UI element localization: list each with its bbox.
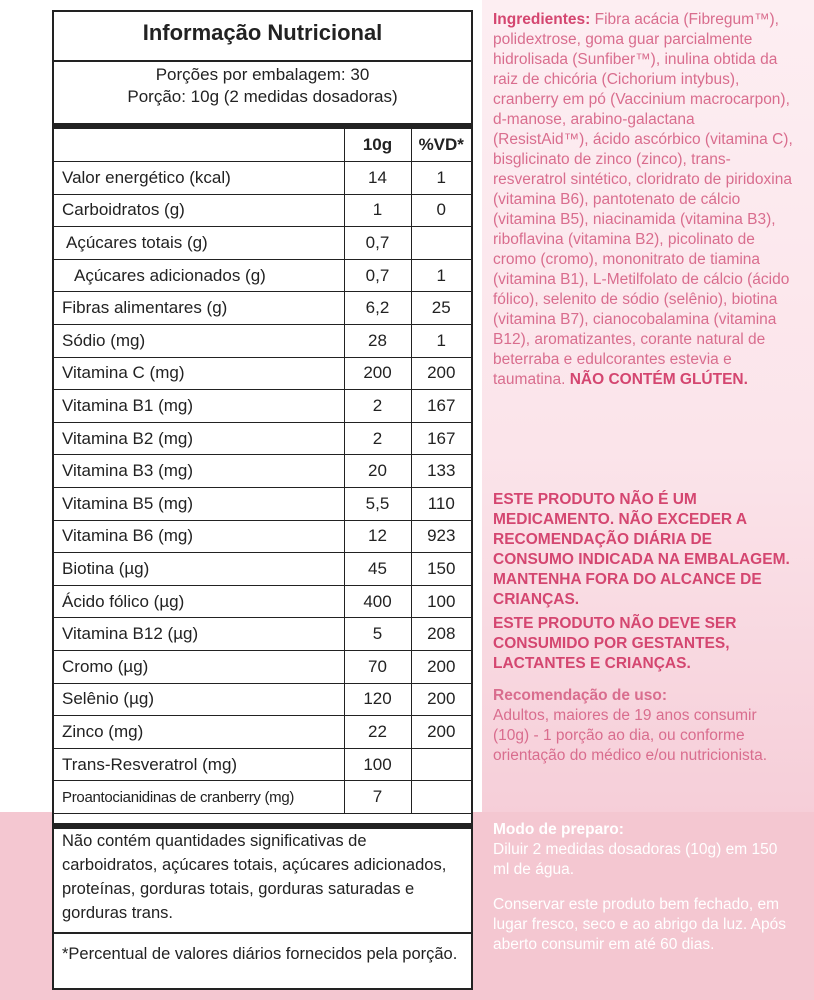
nutrient-quantity: 70 [344, 651, 411, 684]
nutrient-quantity: 5 [344, 618, 411, 651]
nutrient-name: Vitamina B3 (mg) [54, 455, 344, 488]
nutrient-name: Vitamina B1 (mg) [54, 390, 344, 423]
nutrient-name: Vitamina B12 (µg) [54, 618, 344, 651]
nutrient-daily-value: 110 [411, 488, 471, 521]
nutrient-daily-value [411, 748, 471, 781]
table-row [54, 520, 471, 553]
groups-warning: ESTE PRODUTO NÃO DEVE SER CONSUMIDO POR GESTANTES, LACTANTES E CRIANÇAS. [493, 615, 737, 672]
header-quantity: 10g [344, 129, 411, 162]
nutrient-daily-value: 25 [411, 292, 471, 325]
nutrient-quantity: 6,2 [344, 292, 411, 325]
nutrient-quantity: 14 [344, 162, 411, 195]
nutrient-name: Vitamina B2 (mg) [54, 422, 344, 455]
table-row [54, 781, 471, 814]
servings-per-pack: Porções por embalagem: 30 [155, 65, 370, 84]
nutrient-daily-value: 0 [411, 194, 471, 227]
table-row [54, 292, 471, 325]
nutrient-quantity: 200 [344, 357, 411, 390]
table-row [54, 716, 471, 749]
nutrient-name: Açúcares adicionados (g) [54, 259, 344, 292]
nutrient-name: Carboidratos (g) [54, 194, 344, 227]
preparation-label: Modo de preparo: [493, 821, 624, 838]
nutrient-daily-value [411, 781, 471, 814]
usage-text: Adultos, maiores de 19 anos consumir (10g) - 1 porção ao dia, ou conforme orientação do médico e/ou nutricionista. [493, 707, 767, 764]
nutrient-name: Proantocianidinas de cranberry (mg) [54, 781, 344, 814]
nutrient-daily-value: 200 [411, 716, 471, 749]
nutrient-name: Vitamina C (mg) [54, 357, 344, 390]
ingredients-label: Ingredientes: [493, 11, 591, 28]
nutrition-table [54, 129, 471, 814]
nutrient-quantity: 22 [344, 716, 411, 749]
nutrient-quantity: 20 [344, 455, 411, 488]
preparation-text: Diluir 2 medidas dosadoras (10g) em 150 ml de água. [493, 841, 778, 878]
medicine-warning: ESTE PRODUTO NÃO É UM MEDICAMENTO. NÃO EXCEDER A RECOMENDAÇÃO DIÁRIA DE CONSUMO INDICADA NA EMBALAGEM. MANTENHA FORA DO ALCANCE DE CRIANÇAS. [493, 491, 790, 608]
nutrient-quantity: 1 [344, 194, 411, 227]
table-row [54, 162, 471, 195]
nutrient-daily-value: 167 [411, 422, 471, 455]
table-row [54, 748, 471, 781]
nutrient-name: Valor energético (kcal) [54, 162, 344, 195]
warnings-block [493, 490, 793, 674]
nutrient-name: Vitamina B6 (mg) [54, 520, 344, 553]
nutrient-daily-value: 1 [411, 162, 471, 195]
nutrient-quantity: 0,7 [344, 259, 411, 292]
table-row [54, 194, 471, 227]
gluten-statement: NÃO CONTÉM GLÚTEN. [569, 371, 748, 388]
nutrient-quantity: 0,7 [344, 227, 411, 260]
nutrient-daily-value [411, 227, 471, 260]
storage-text: Conservar este produto bem fechado, em lugar fresco, seco e ao abrigo da luz. Após aberto consumir em até 60 dias. [493, 896, 786, 953]
table-row [54, 325, 471, 358]
header-daily-value: %VD* [411, 129, 471, 162]
nutrient-quantity: 45 [344, 553, 411, 586]
nutrient-name: Trans-Resveratrol (mg) [54, 748, 344, 781]
nutrient-daily-value: 208 [411, 618, 471, 651]
table-row [54, 488, 471, 521]
table-row [54, 683, 471, 716]
title-divider [54, 60, 471, 62]
nutrient-name: Açúcares totais (g) [54, 227, 344, 260]
footnote-divider [54, 932, 471, 934]
storage-block [493, 895, 793, 955]
nutrient-daily-value: 167 [411, 390, 471, 423]
nutrient-quantity: 5,5 [344, 488, 411, 521]
table-row [54, 357, 471, 390]
nutrient-daily-value: 923 [411, 520, 471, 553]
insignificant-quantities-note: Não contém quantidades significativas de carboidratos, açúcares totais, açúcares adicionados, proteínas, gorduras totais, gorduras saturadas e gorduras trans. [62, 832, 447, 922]
table-header-row [54, 129, 471, 162]
nutrition-facts-panel [52, 10, 473, 990]
table-row [54, 259, 471, 292]
table-row [54, 390, 471, 423]
table-row [54, 422, 471, 455]
preparation-block [493, 820, 793, 880]
nutrient-daily-value: 150 [411, 553, 471, 586]
serving-info [54, 64, 471, 108]
nutrient-daily-value: 1 [411, 259, 471, 292]
nutrient-name: Biotina (µg) [54, 553, 344, 586]
usage-block [493, 686, 793, 766]
nutrient-name: Ácido fólico (µg) [54, 585, 344, 618]
nutrient-daily-value: 200 [411, 357, 471, 390]
nutrient-daily-value: 200 [411, 683, 471, 716]
nutrient-quantity: 400 [344, 585, 411, 618]
nutrient-daily-value: 100 [411, 585, 471, 618]
serving-size: Porção: 10g (2 medidas dosadoras) [127, 87, 398, 106]
nutrient-name: Cromo (µg) [54, 651, 344, 684]
nutrient-quantity: 100 [344, 748, 411, 781]
nutrient-quantity: 2 [344, 390, 411, 423]
nutrient-name: Fibras alimentares (g) [54, 292, 344, 325]
table-row [54, 455, 471, 488]
ingredients-block [493, 10, 793, 390]
nutrient-daily-value: 1 [411, 325, 471, 358]
table-row [54, 651, 471, 684]
table-row [54, 618, 471, 651]
nutrient-quantity: 28 [344, 325, 411, 358]
ingredients-text: Fibra acácia (Fibregum™), polidextrose, goma guar parcialmente hidrolisada (Sunfiber™), inulina obtida da raiz de chicória (Cichorium intybus), cranberry em pó (Vaccinium macrocarpon), d-manose, arabino-galactana (ResistAid™), ácido ascórbico (vitamina C), bisglicinato de zinco (zinco), trans-resveratrol sintético, cloridrato de piridoxina (vitamina B6), pantotenato de cálcio (vitamina B5), niacinamida (vitamina B3), riboflavina (vitamina B2), picolinato de cromo (cromo), mononitrato de tiamina (vitamina B1), L-Metilfolato de cálcio (ácido fólico), selenito de sódio (selênio), biotina (vitamina B7), cianocobalamina (vitamina B12), aromatizantes, corante natural de beterraba e edulcorantes estevia e taumatina. [493, 11, 793, 388]
daily-value-footnote: *Percentual de valores diários fornecidos pela porção. [62, 945, 458, 963]
nutrient-quantity: 120 [344, 683, 411, 716]
nutrient-daily-value: 200 [411, 651, 471, 684]
nutrient-quantity: 2 [344, 422, 411, 455]
nutrient-daily-value: 133 [411, 455, 471, 488]
nutrition-title: Informação Nutricional [142, 20, 383, 45]
nutrient-name: Zinco (mg) [54, 716, 344, 749]
table-row [54, 227, 471, 260]
nutrient-name: Selênio (µg) [54, 683, 344, 716]
usage-label: Recomendação de uso: [493, 687, 667, 704]
table-row [54, 585, 471, 618]
header-blank [54, 129, 344, 162]
nutrient-name: Sódio (mg) [54, 325, 344, 358]
table-row [54, 553, 471, 586]
nutrient-name: Vitamina B5 (mg) [54, 488, 344, 521]
nutrient-quantity: 7 [344, 781, 411, 814]
nutrient-quantity: 12 [344, 520, 411, 553]
